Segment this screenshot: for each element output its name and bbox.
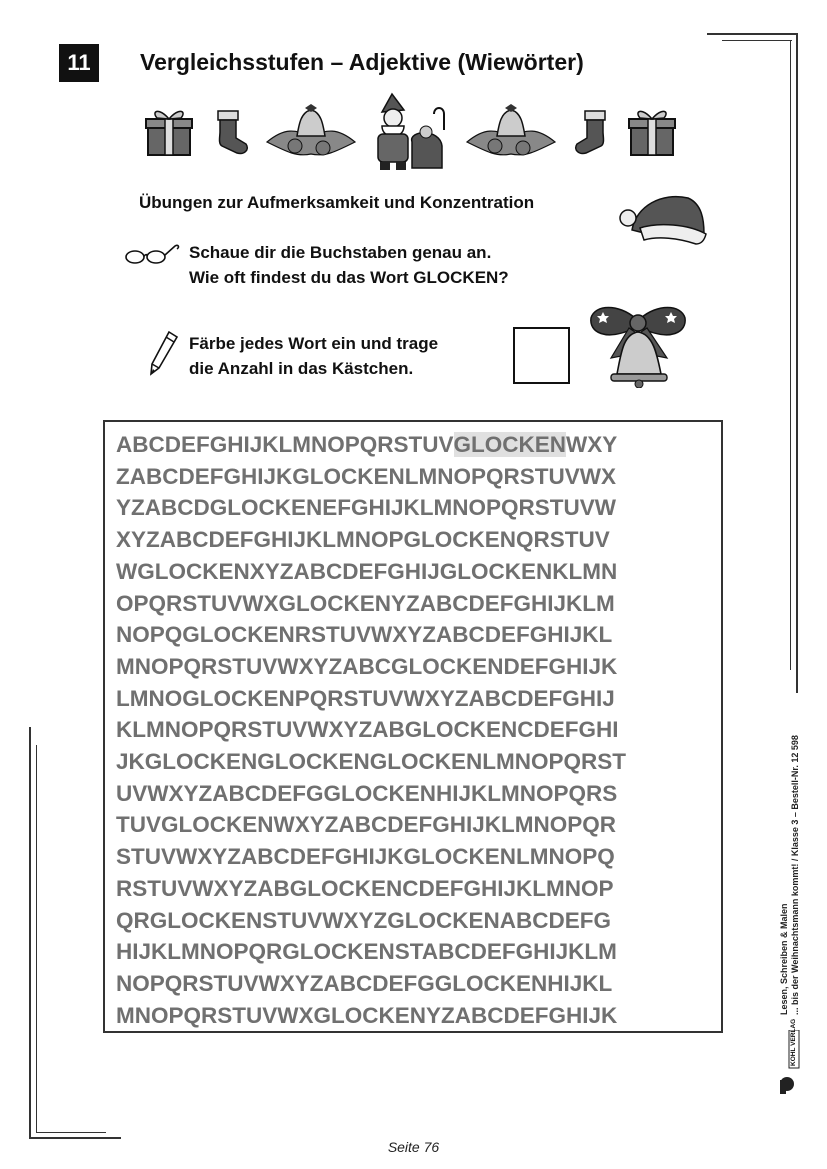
letter-sequence: RSTUVWXYZABGLOCKENCDEFGHIJKLMNOP <box>116 875 614 901</box>
letter-sequence: HIJKLMNOPQRGLOCKENSTABCDEFGHIJKLM <box>116 939 617 965</box>
letter-grid <box>103 420 723 1033</box>
letter-sequence: QRGLOCKENSTUVWXYZGLOCKENABCDEFG <box>116 907 611 933</box>
letter-row <box>116 492 626 524</box>
letter-row <box>116 778 626 810</box>
letter-row <box>116 651 626 683</box>
letter-row <box>116 809 626 841</box>
instruction-color-line-2: die Anzahl in das Kästchen. <box>189 359 414 378</box>
side-book-info <box>779 735 801 1015</box>
letter-row <box>116 524 626 556</box>
letter-row <box>116 683 626 715</box>
bell-icon <box>465 102 557 162</box>
frame-right-line <box>796 33 798 693</box>
santa-hat-icon <box>618 190 708 246</box>
letter-grid-rows <box>116 429 626 1031</box>
letter-sequence: XYZABCDEFGHIJKLMNOPGLOCKENQRSTUV <box>116 527 610 553</box>
frame-left-line-inner <box>36 745 37 1133</box>
exercise-subtitle: Übungen zur Aufmerksamkeit und Konzentration <box>139 193 535 212</box>
pencil-icon <box>149 330 179 376</box>
letter-row <box>116 1000 626 1032</box>
side-line-2: ... bis der Weihnachtsmann kommt! / Klasse 3 – Bestell-Nr. 12 598 <box>790 735 800 1015</box>
letter-sequence: KLMNOPQRSTUVWXYZABGLOCKENCDEFGHI <box>116 717 619 743</box>
exercise-number: 11 <box>59 44 99 82</box>
frame-bottom-line-inner <box>36 1132 106 1133</box>
publisher-logo <box>778 1018 800 1101</box>
letter-sequence: OPQRSTUVWXGLOCKENYZABCDEFGHIJKLM <box>116 590 615 616</box>
bell-icon <box>585 298 691 388</box>
letter-row <box>116 968 626 1000</box>
letter-sequence: JKGLOCKENGLOCKENGLOCKENLMNOPQRST <box>116 749 627 775</box>
highlighted-word: GLOCKEN <box>453 432 567 457</box>
answer-count-box[interactable] <box>513 327 570 384</box>
gift-icon <box>145 105 193 157</box>
letter-sequence: UVWXYZABCDEFGGLOCKENHIJKLMNOPQRS <box>116 780 618 806</box>
letter-sequence: MNOPQRSTUVWXYZABCGLOCKENDEFGHIJK <box>116 653 618 679</box>
letter-row <box>116 588 626 620</box>
santa-icon <box>368 90 450 172</box>
instruction-color-line-1: Färbe jedes Wort ein und trage <box>189 334 439 353</box>
letter-row <box>116 905 626 937</box>
stocking-icon <box>573 110 611 156</box>
publisher-name: KOHL VERLAG <box>790 1018 797 1066</box>
frame-right-line-inner <box>790 40 791 670</box>
letter-row <box>116 429 626 461</box>
letter-row <box>116 714 626 746</box>
frame-top-line <box>707 33 798 35</box>
letter-row <box>116 461 626 493</box>
letter-sequence: STUVWXYZABCDEFGHIJKGLOCKENLMNOPQ <box>116 844 615 870</box>
letter-sequence: ZABCDEFGHIJKGLOCKENLMNOPQRSTUVWX <box>116 463 616 489</box>
letter-sequence: NOPQGLOCKENRSTUVWXYZABCDEFGHIJKL <box>116 622 613 648</box>
instruction-color <box>189 331 438 381</box>
letter-sequence: WXY <box>566 432 618 457</box>
letter-row <box>116 746 626 778</box>
letter-row <box>116 556 626 588</box>
letter-row <box>116 619 626 651</box>
glasses-icon <box>123 243 181 267</box>
letter-sequence: WGLOCKENXYZABCDEFGHIJGLOCKENKLMN <box>116 558 618 584</box>
page-number: Seite 76 <box>387 1139 440 1155</box>
instruction-look <box>189 240 509 290</box>
gift-icon <box>628 105 676 157</box>
letter-row <box>116 841 626 873</box>
stocking-icon <box>212 110 250 156</box>
page-title: Vergleichsstufen – Adjektive (Wiewörter) <box>140 49 584 75</box>
letter-sequence: MNOPQRSTUVWXGLOCKENYZABCDEFGHIJK <box>116 1002 618 1028</box>
letter-row <box>116 936 626 968</box>
letter-sequence: YZABCDGLOCKENEFGHIJKLMNOPQRSTUVW <box>116 495 616 521</box>
frame-left-line <box>29 727 31 1139</box>
frame-top-line-inner <box>722 40 792 41</box>
letter-row <box>116 873 626 905</box>
instruction-look-line-2: Wie oft findest du das Wort GLOCKEN? <box>189 268 509 287</box>
letter-sequence: TUVGLOCKENWXYZABCDEFGHIJKLMNOPQR <box>116 812 616 838</box>
letter-sequence: ABCDEFGHIJKLMNOPQRSTUV <box>116 432 454 457</box>
bell-icon <box>265 102 357 162</box>
side-line-1: Lesen, Schreiben & Malen <box>779 903 789 1015</box>
instruction-look-line-1: Schaue dir die Buchstaben genau an. <box>189 243 492 262</box>
letter-sequence: LMNOGLOCKENPQRSTUVWXYZABCDEFGHIJ <box>116 685 615 711</box>
letter-sequence: NOPQRSTUVWXYZABCDEFGGLOCKENHIJKL <box>116 970 613 996</box>
